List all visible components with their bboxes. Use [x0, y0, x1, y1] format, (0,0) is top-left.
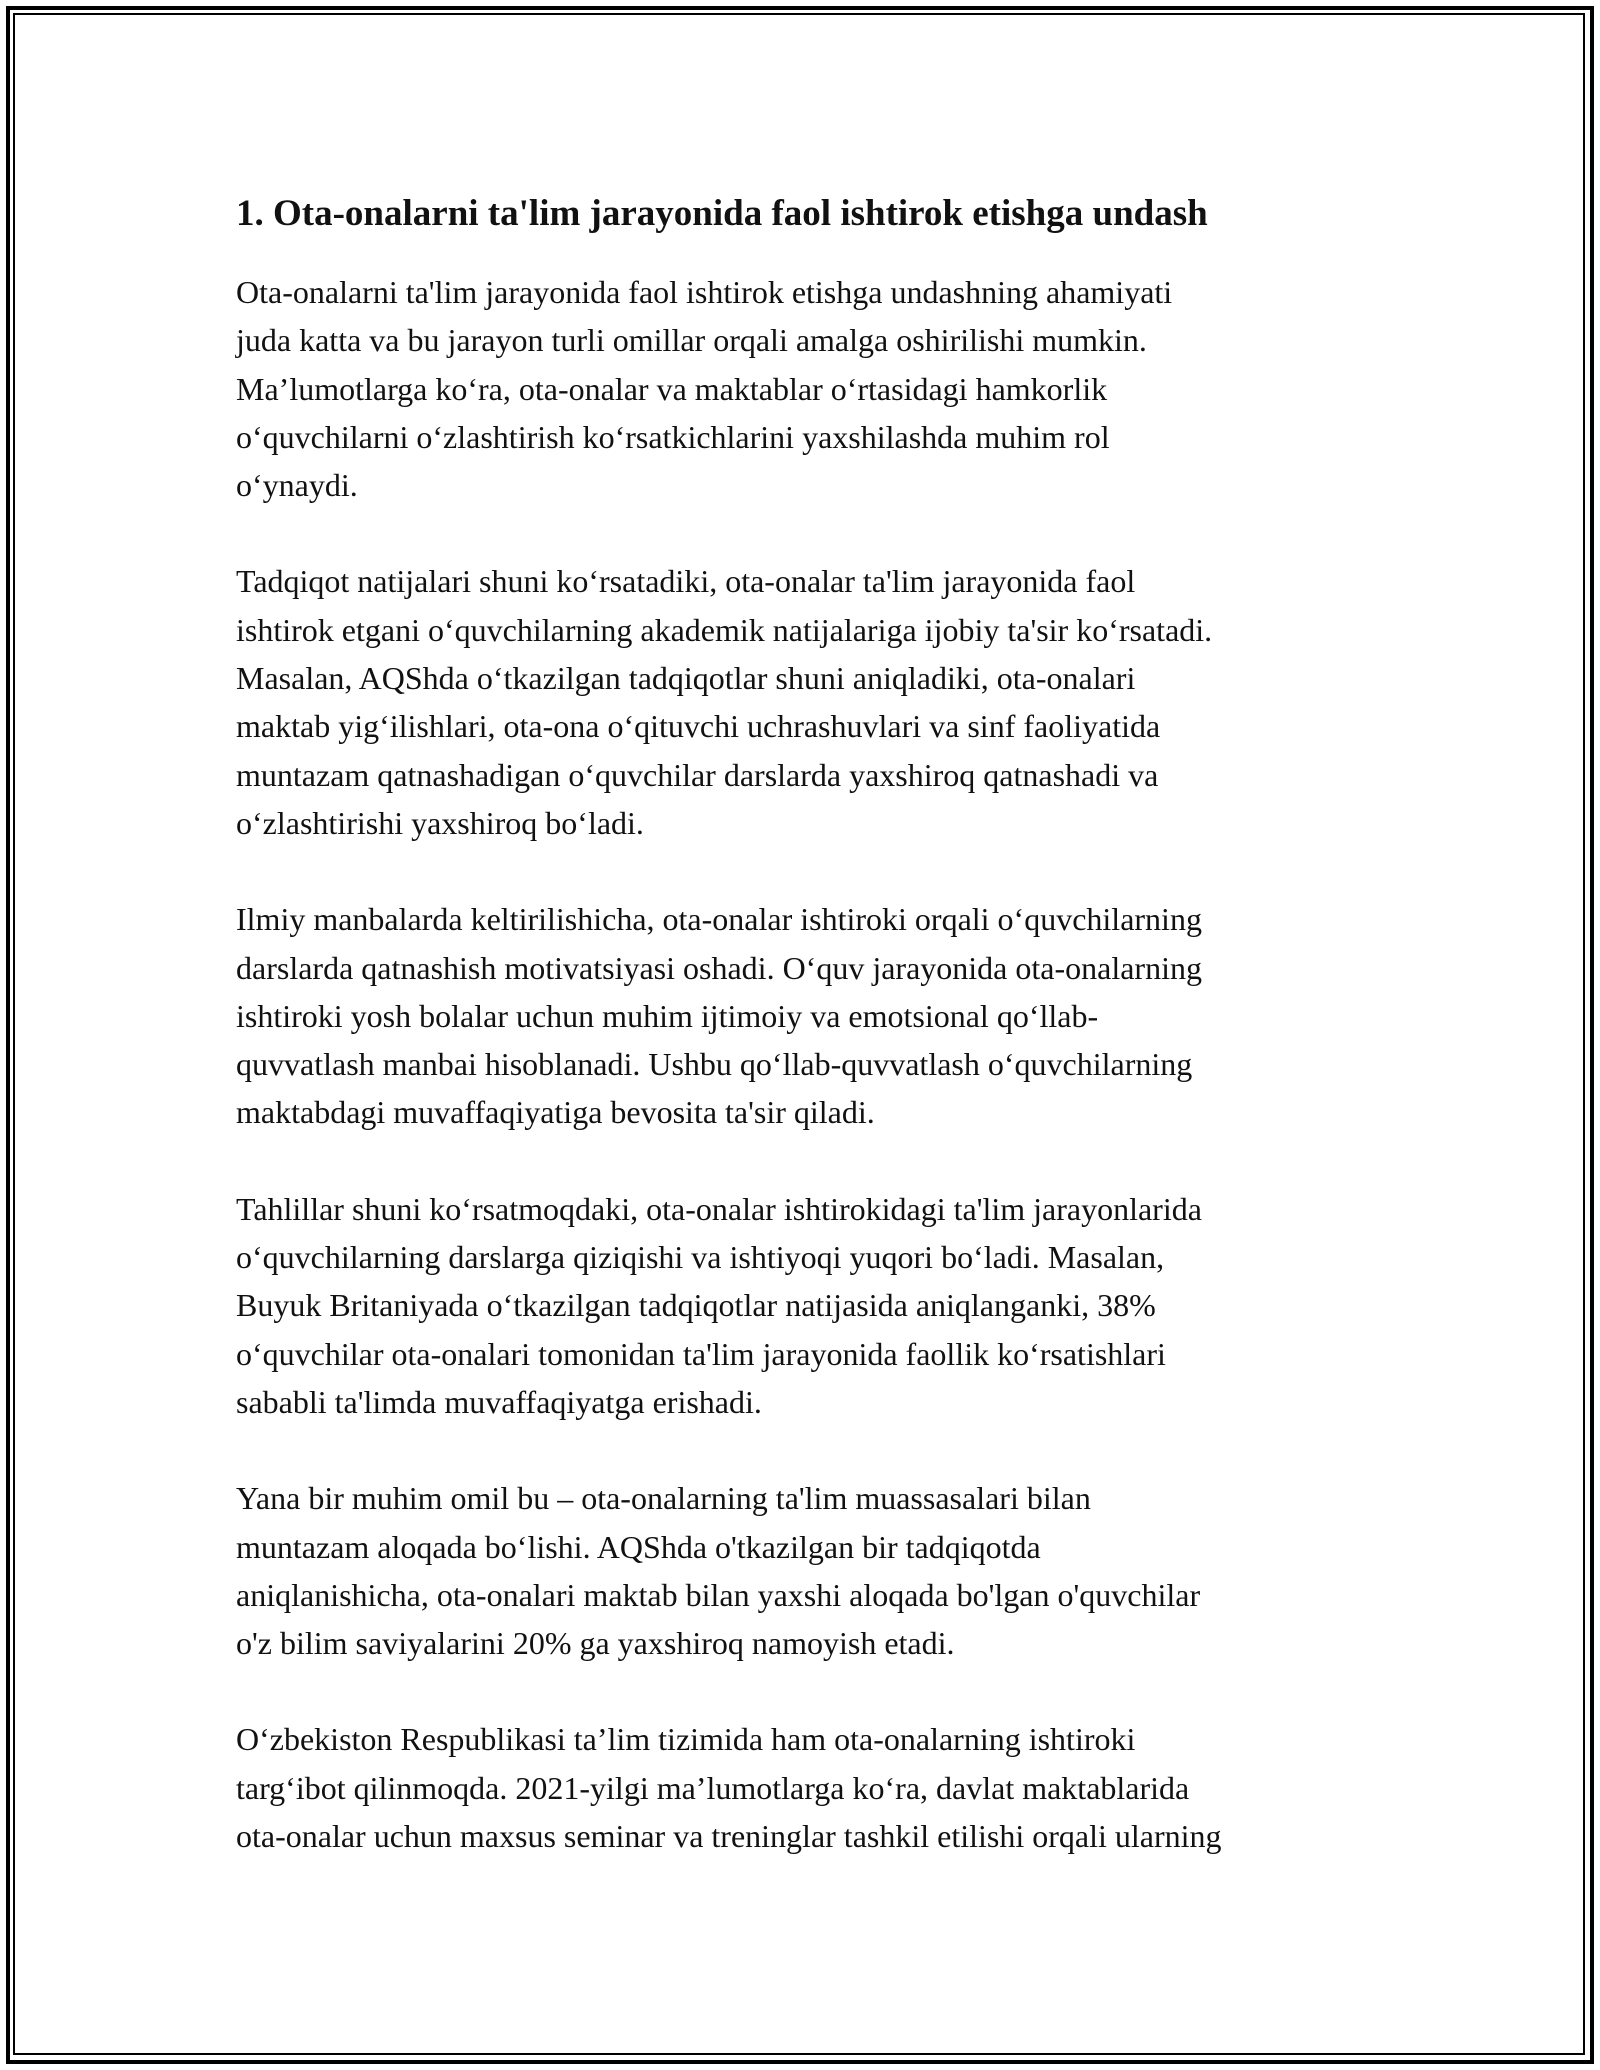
text-line: aniqlanishicha, ota-onalari maktab bilan yaxshi aloqada bo'lgan o'quvchilar [236, 1576, 1201, 1613]
paragraph-5 [236, 1474, 1376, 1667]
text-line: Ilmiy manbalarda keltirilishicha, ota-onalar ishtiroki orqali o‘quvchilarning [236, 901, 1202, 938]
text-line: Masalan, AQShda o‘tkazilgan tadqiqotlar shuni aniqladiki, ota-onalari [236, 660, 1136, 697]
text-line: Tadqiqot natijalari shuni ko‘rsatadiki, ota-onalar ta'lim jarayonida faol [236, 563, 1136, 600]
paragraph-4 [236, 1185, 1376, 1426]
text-line: ota-onalar uchun maxsus seminar va treninglar tashkil etilishi orqali ularning [236, 1818, 1222, 1855]
text-line: o‘quvchilarning darslarga qiziqishi va ishtiyoqi yuqori bo‘ladi. Masalan, [236, 1239, 1165, 1276]
section-heading: 1. Ota-onalarni ta'lim jarayonida faol ishtirok etishga undash [236, 193, 1208, 234]
text-line: O‘zbekiston Respublikasi ta’lim tizimida ham ota-onalarning ishtiroki [236, 1721, 1136, 1758]
text-line: targ‘ibot qilinmoqda. 2021-yilgi ma’lumotlarga ko‘ra, davlat maktablarida [236, 1769, 1190, 1806]
text-line: maktab yig‘ilishlari, ota-ona o‘qituvchi uchrashuvlari va sinf faoliyatida [236, 708, 1161, 745]
text-line: muntazam aloqada bo‘lishi. AQShda o'tkazilgan bir tadqiqotda [236, 1528, 1041, 1565]
text-line: juda katta va bu jarayon turli omillar orqali amalga oshirilishi mumkin. [236, 322, 1147, 359]
text-line: quvvatlash manbai hisoblanadi. Ushbu qo‘llab-quvvatlash o‘quvchilarning [236, 1046, 1193, 1083]
paragraph-3 [236, 895, 1376, 1136]
text-line: Ma’lumotlarga ko‘ra, ota-onalar va maktablar o‘rtasidagi hamkorlik [236, 370, 1108, 407]
text-line: darslarda qatnashish motivatsiyasi oshadi. O‘quv jarayonida ota-onalarning [236, 949, 1202, 986]
text-line: ishtirok etgani o‘quvchilarning akademik natijalariga ijobiy ta'sir ko‘rsatadi. [236, 611, 1213, 648]
text-line: ishtiroki yosh bolalar uchun muhim ijtimoiy va emotsional qo‘llab- [236, 997, 1099, 1034]
text-line: maktabdagi muvaffaqiyatiga bevosita ta'sir qiladi. [236, 1094, 875, 1131]
text-line: Tahlillar shuni ko‘rsatmoqdaki, ota-onalar ishtirokidagi ta'lim jarayonlarida [236, 1190, 1202, 1227]
text-line: o‘zlashtirishi yaxshiroq bo‘ladi. [236, 804, 644, 841]
paragraph-2 [236, 557, 1376, 847]
text-line: sababli ta'limda muvaffaqiyatga erishadi. [236, 1383, 762, 1420]
text-line: o‘ynaydi. [236, 467, 358, 504]
paragraph-6 [236, 1715, 1376, 1860]
paragraph-1 [236, 268, 1376, 509]
text-line: o‘quvchilarni o‘zlashtirish ko‘rsatkichlarini yaxshilashda muhim rol [236, 418, 1110, 455]
document-body [236, 186, 1376, 1908]
text-line: o'z bilim saviyalarini 20% ga yaxshiroq namoyish etadi. [236, 1625, 955, 1662]
text-line: o‘quvchilar ota-onalari tomonidan ta'lim jarayonida faollik ko‘rsatishlari [236, 1335, 1166, 1372]
text-line: Ota-onalarni ta'lim jarayonida faol ishtirok etishga undashning ahamiyati [236, 274, 1173, 310]
text-line: muntazam qatnashadigan o‘quvchilar darslarda yaxshiroq qatnashadi va [236, 756, 1159, 793]
text-line: Buyuk Britaniyada o‘tkazilgan tadqiqotlar natijasida aniqlanganki, 38% [236, 1287, 1156, 1324]
text-line: Yana bir muhim omil bu – ota-onalarning ta'lim muassasalari bilan [236, 1480, 1091, 1517]
